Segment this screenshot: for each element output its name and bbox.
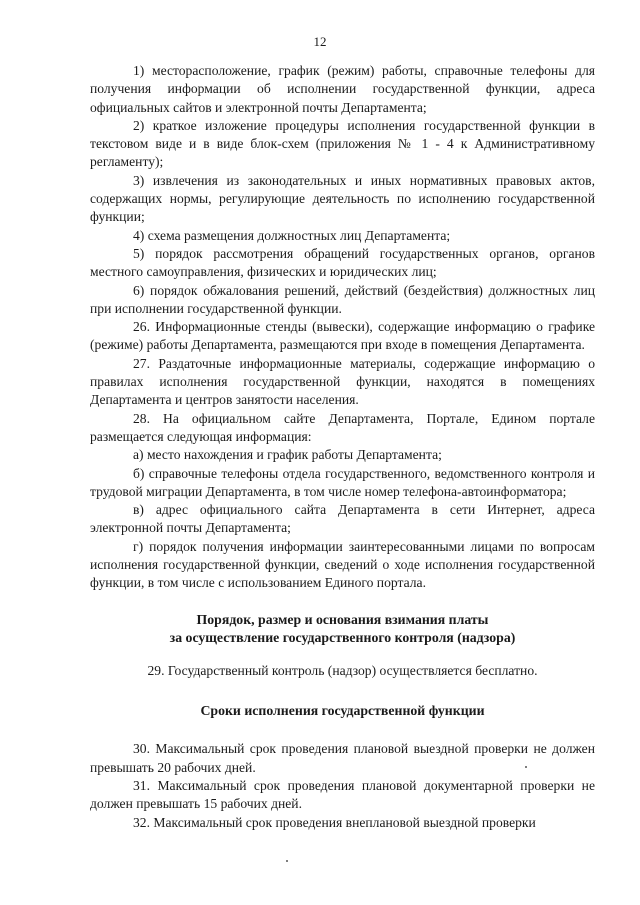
- list-item-6: 6) порядок обжалования решений, действий (бездействия) должностных лиц при исполнении государственной функции.: [90, 282, 595, 316]
- scan-speck: [286, 860, 288, 862]
- page-number: 12: [313, 34, 327, 49]
- clause-32: 32. Максимальный срок проведения внеплановой выездной проверки: [133, 814, 536, 830]
- clause-27: 27. Раздаточные информационные материалы, содержащие информацию о правилах исполнения государственной функции, находятся в помещениях Департамента и центров занятости населения.: [90, 355, 595, 408]
- section-heading-payment-line-1: Порядок, размер и основания взимания платы: [196, 611, 489, 627]
- list-item-5: 5) порядок рассмотрения обращений государственных органов, органов местного самоуправления, физических и юридических лиц;: [90, 245, 595, 280]
- sub-item-v: в) адрес официального сайта Департамента в сети Интернет, адреса электронной почты Департамента;: [90, 502, 595, 536]
- scan-speck: [525, 766, 527, 768]
- sub-item-b: б) справочные телефоны отдела государственного, ведомственного контроля и трудовой миграции Департамента, в том числе номер телефона-автоинформатора;: [90, 465, 595, 499]
- sub-item-a: а) место нахождения и график работы Департамента;: [133, 447, 442, 463]
- list-item-3: 3) извлечения из законодательных и иных нормативных правовых актов, содержащих нормы, регулирующие деятельность по исполнению государственной функции;: [90, 172, 595, 225]
- document-body: [90, 62, 595, 832]
- sub-item-g: г) порядок получения информации заинтересованными лицами по вопросам исполнения государственной функции, сведений о ходе исполнения государственной функции, в том числе с использованием Единого портала.: [90, 538, 595, 591]
- section-heading-payment-line-2: за осуществление государственного контроля (надзора): [169, 630, 516, 646]
- clause-31: 31. Максимальный срок проведения плановой документарной проверки не должен превышать 15 рабочих дней.: [90, 778, 595, 812]
- clause-26: 26. Информационные стенды (вывески), содержащие информацию о графике (режиме) работы Департамента, размещаются при входе в помещения Департамента.: [90, 319, 595, 353]
- list-item-4: 4) схема размещения должностных лиц Департамента;: [133, 227, 451, 243]
- list-item-1: 1) месторасположение, график (режим) работы, справочные телефоны для получения информации об исполнении государственной функции, адреса официальных сайтов и электронной почты Департамента;: [90, 63, 595, 115]
- list-item-2: 2) краткое изложение процедуры исполнения государственной функции в текстовом виде и в виде блок-схем (приложения № 1 - 4 к Административному регламенту);: [90, 117, 595, 170]
- clause-30: 30. Максимальный срок проведения плановой выездной проверки не должен превышать 20 рабочих дней.: [90, 741, 595, 775]
- clause-29: 29. Государственный контроль (надзор) осуществляется бесплатно.: [147, 662, 538, 678]
- section-heading-deadlines: Сроки исполнения государственной функции: [200, 702, 485, 718]
- clause-28: 28. На официальном сайте Департамента, Портале, Едином портале размещается следующая информация:: [90, 410, 595, 444]
